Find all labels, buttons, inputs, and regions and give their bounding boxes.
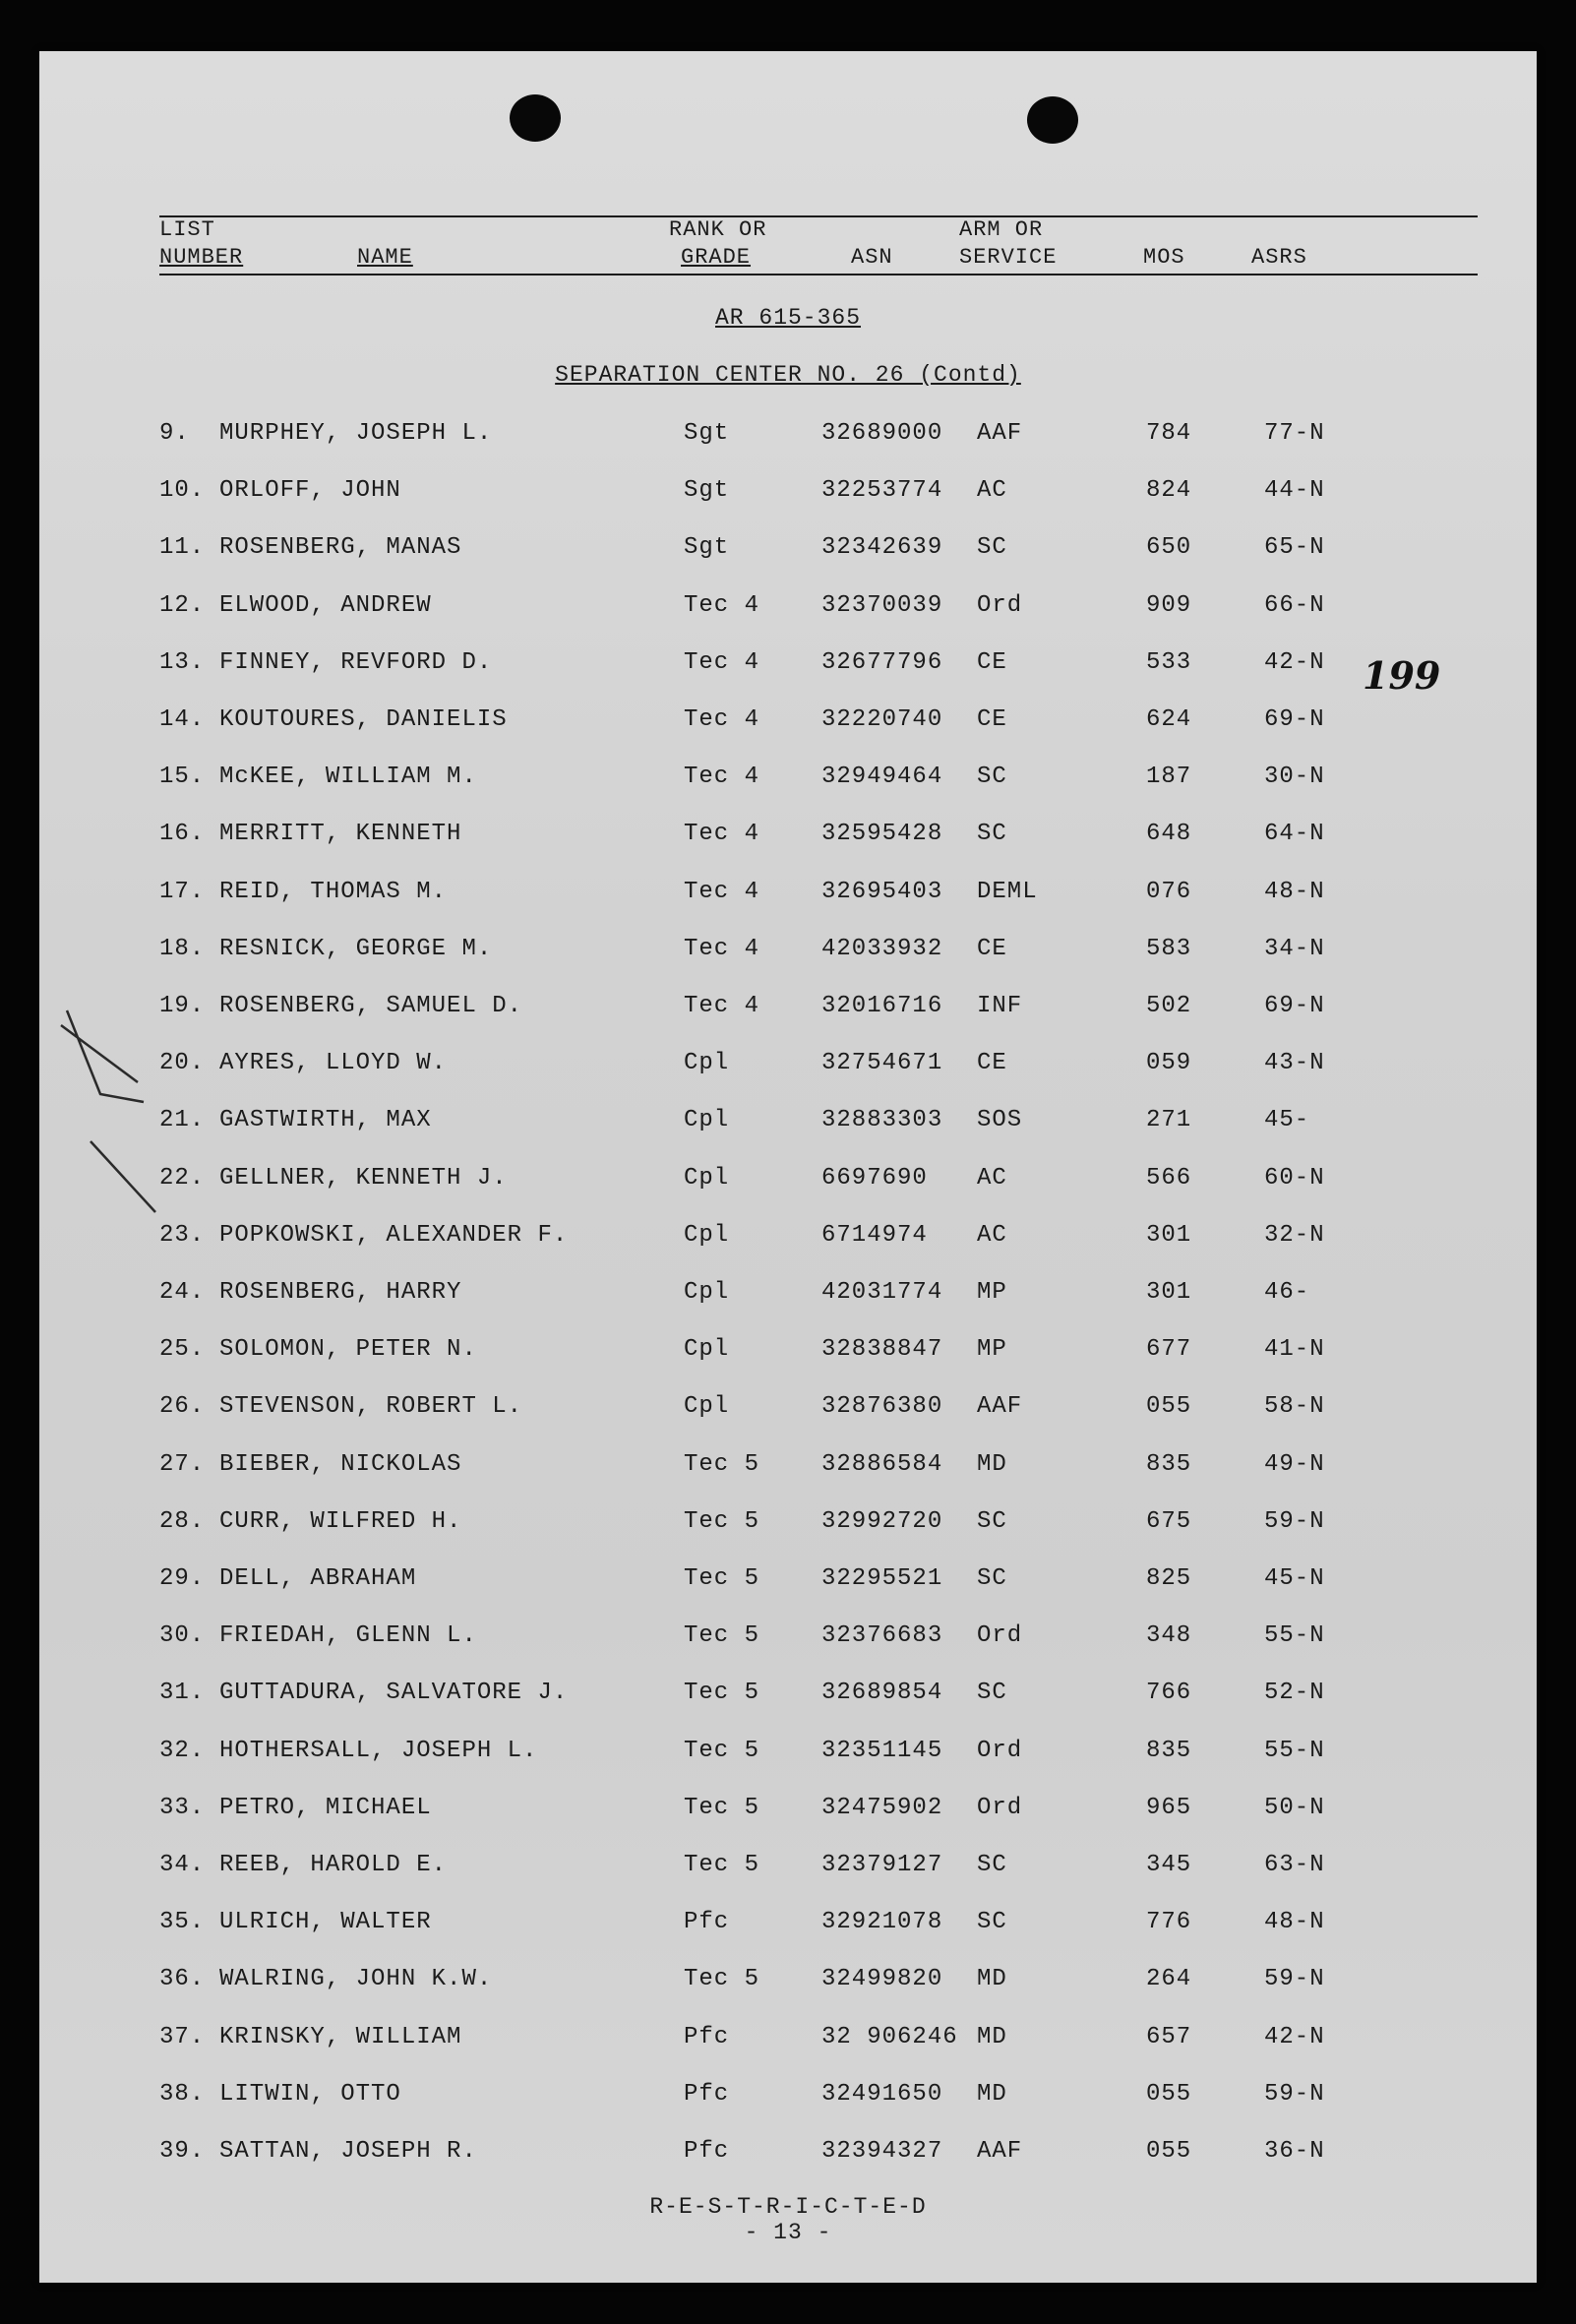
- row-rank: Tec 5: [684, 1966, 760, 1993]
- row-arm: SC: [977, 1909, 1007, 1936]
- row-name: ORLOFF, JOHN: [219, 477, 401, 505]
- row-number: 14.: [159, 706, 206, 733]
- row-arm: SC: [977, 821, 1007, 848]
- row-arm: MD: [977, 1450, 1007, 1478]
- row-rank: Tec 5: [684, 1565, 760, 1592]
- row-mos: 825: [1146, 1565, 1192, 1592]
- row-rank: Pfc: [684, 2080, 730, 2108]
- row-name: RESNICK, GEORGE M.: [219, 935, 493, 962]
- row-arm: MP: [977, 1336, 1007, 1364]
- row-asn: 32253774: [821, 477, 943, 505]
- row-number: 9.: [159, 420, 190, 447]
- row-number: 38.: [159, 2080, 206, 2108]
- row-rank: Cpl: [684, 1279, 730, 1306]
- row-rank: Tec 5: [684, 1680, 760, 1707]
- row-asrs: 41-N: [1264, 1336, 1325, 1364]
- row-mos: 055: [1146, 2138, 1192, 2165]
- row-asrs: 45-: [1264, 1107, 1310, 1134]
- row-arm: AAF: [977, 420, 1023, 447]
- section-title: SEPARATION CENTER NO. 26 (Contd): [555, 362, 1021, 388]
- row-name: SATTAN, JOSEPH R.: [219, 2138, 477, 2165]
- row-asrs: 42-N: [1264, 648, 1325, 676]
- row-asn: 32376683: [821, 1622, 943, 1650]
- footer-page-number: - 13 -: [744, 2220, 832, 2245]
- row-asn: 32838847: [821, 1336, 943, 1364]
- row-mos: 766: [1146, 1680, 1192, 1707]
- row-mos: 055: [1146, 2080, 1192, 2108]
- row-asrs: 64-N: [1264, 821, 1325, 848]
- row-mos: 533: [1146, 648, 1192, 676]
- row-number: 37.: [159, 2023, 206, 2050]
- row-number: 22.: [159, 1164, 206, 1192]
- row-asn: 32921078: [821, 1909, 943, 1936]
- row-name: MERRITT, KENNETH: [219, 821, 462, 848]
- col-header-list-line2: NUMBER: [159, 245, 244, 270]
- row-mos: 677: [1146, 1336, 1192, 1364]
- row-number: 33.: [159, 1794, 206, 1821]
- row-name: ROSENBERG, SAMUEL D.: [219, 993, 523, 1019]
- row-asn: 6697690: [821, 1164, 928, 1192]
- row-rank: Tec 5: [684, 1737, 760, 1764]
- row-number: 25.: [159, 1336, 206, 1364]
- row-name: FINNEY, REVFORD D.: [219, 648, 493, 676]
- row-asrs: 59-N: [1264, 1966, 1325, 1993]
- row-mos: 648: [1146, 821, 1192, 848]
- row-asn: 32689854: [821, 1680, 943, 1707]
- row-mos: 965: [1146, 1794, 1192, 1821]
- row-name: REID, THOMAS M.: [219, 878, 448, 905]
- row-name: STEVENSON, ROBERT L.: [219, 1393, 523, 1421]
- row-rank: Tec 5: [684, 1794, 760, 1821]
- row-asrs: 46-: [1264, 1279, 1310, 1306]
- row-mos: 835: [1146, 1450, 1192, 1478]
- row-mos: 583: [1146, 935, 1192, 962]
- row-mos: 345: [1146, 1852, 1192, 1878]
- row-mos: 059: [1146, 1050, 1192, 1077]
- row-asn: 32295521: [821, 1565, 943, 1592]
- row-number: 12.: [159, 591, 206, 619]
- row-asrs: 49-N: [1264, 1450, 1325, 1478]
- col-header-rank-line2: GRADE: [681, 245, 752, 270]
- row-number: 39.: [159, 2138, 206, 2165]
- row-name: SOLOMON, PETER N.: [219, 1336, 477, 1364]
- row-rank: Tec 5: [684, 1507, 760, 1535]
- row-asn: 42033932: [821, 935, 943, 962]
- row-asrs: 43-N: [1264, 1050, 1325, 1077]
- row-number: 20.: [159, 1050, 206, 1077]
- row-asrs: 48-N: [1264, 878, 1325, 905]
- row-arm: Ord: [977, 1794, 1023, 1821]
- row-asrs: 59-N: [1264, 2080, 1325, 2108]
- row-asn: 32370039: [821, 591, 943, 619]
- row-rank: Tec 4: [684, 764, 760, 791]
- row-asn: 32695403: [821, 878, 943, 905]
- row-rank: Tec 5: [684, 1852, 760, 1878]
- row-arm: Ord: [977, 1737, 1023, 1764]
- row-asrs: 77-N: [1264, 420, 1325, 447]
- row-number: 36.: [159, 1966, 206, 1993]
- row-arm: SC: [977, 1565, 1007, 1592]
- row-rank: Sgt: [684, 534, 730, 562]
- row-number: 17.: [159, 878, 206, 905]
- row-rank: Cpl: [684, 1393, 730, 1421]
- row-asn: 32886584: [821, 1450, 943, 1478]
- row-asn: 32016716: [821, 993, 943, 1019]
- row-mos: 187: [1146, 764, 1192, 791]
- row-rank: Tec 5: [684, 1622, 760, 1650]
- regulation-title: AR 615-365: [714, 305, 862, 331]
- row-name: PETRO, MICHAEL: [219, 1794, 432, 1821]
- row-number: 35.: [159, 1909, 206, 1936]
- row-mos: 624: [1146, 706, 1192, 733]
- row-mos: 264: [1146, 1966, 1192, 1993]
- row-number: 30.: [159, 1622, 206, 1650]
- row-arm: AAF: [977, 2138, 1023, 2165]
- row-asn: 32677796: [821, 648, 943, 676]
- row-name: ELWOOD, ANDREW: [219, 591, 432, 619]
- row-asrs: 55-N: [1264, 1737, 1325, 1764]
- row-arm: Ord: [977, 591, 1023, 619]
- row-asrs: 69-N: [1264, 706, 1325, 733]
- col-header-arm-line2: SERVICE: [959, 245, 1058, 270]
- row-asn: 32220740: [821, 706, 943, 733]
- row-arm: CE: [977, 648, 1007, 676]
- row-mos: 566: [1146, 1164, 1192, 1192]
- row-name: GUTTADURA, SALVATORE J.: [219, 1680, 569, 1707]
- row-arm: AC: [977, 1221, 1007, 1249]
- row-name: AYRES, LLOYD W.: [219, 1050, 448, 1077]
- row-asn: 32754671: [821, 1050, 943, 1077]
- row-name: GASTWIRTH, MAX: [219, 1107, 432, 1134]
- row-asn: 42031774: [821, 1279, 943, 1306]
- row-name: DELL, ABRAHAM: [219, 1565, 417, 1592]
- col-header-asn: ASN: [851, 245, 893, 270]
- row-asrs: 63-N: [1264, 1852, 1325, 1878]
- row-mos: 502: [1146, 993, 1192, 1019]
- row-rank: Tec 4: [684, 935, 760, 962]
- row-arm: MP: [977, 1279, 1007, 1306]
- row-name: POPKOWSKI, ALEXANDER F.: [219, 1221, 569, 1249]
- row-arm: AC: [977, 477, 1007, 505]
- row-number: 23.: [159, 1221, 206, 1249]
- row-asn: 32499820: [821, 1966, 943, 1993]
- row-mos: 271: [1146, 1107, 1192, 1134]
- footer-classification: R-E-S-T-R-I-C-T-E-D: [649, 2194, 927, 2220]
- row-number: 29.: [159, 1565, 206, 1592]
- row-rank: Tec 4: [684, 648, 760, 676]
- row-asn: 32876380: [821, 1393, 943, 1421]
- row-number: 28.: [159, 1507, 206, 1535]
- row-name: HOTHERSALL, JOSEPH L.: [219, 1737, 538, 1764]
- row-number: 11.: [159, 534, 206, 562]
- row-name: CURR, WILFRED H.: [219, 1507, 462, 1535]
- row-name: FRIEDAH, GLENN L.: [219, 1622, 477, 1650]
- row-asn: 32689000: [821, 420, 943, 447]
- row-asrs: 55-N: [1264, 1622, 1325, 1650]
- row-asn: 32595428: [821, 821, 943, 848]
- row-number: 27.: [159, 1450, 206, 1478]
- row-mos: 657: [1146, 2023, 1192, 2050]
- row-mos: 824: [1146, 477, 1192, 505]
- row-asrs: 45-N: [1264, 1565, 1325, 1592]
- row-name: LITWIN, OTTO: [219, 2080, 401, 2108]
- row-mos: 301: [1146, 1221, 1192, 1249]
- row-number: 18.: [159, 935, 206, 962]
- row-mos: 055: [1146, 1393, 1192, 1421]
- row-name: KOUTOURES, DANIELIS: [219, 706, 508, 733]
- row-rank: Sgt: [684, 477, 730, 505]
- row-number: 24.: [159, 1279, 206, 1306]
- row-rank: Pfc: [684, 2023, 730, 2050]
- row-asrs: 58-N: [1264, 1393, 1325, 1421]
- row-rank: Pfc: [684, 2138, 730, 2165]
- row-number: 10.: [159, 477, 206, 505]
- row-name: KRINSKY, WILLIAM: [219, 2023, 462, 2050]
- row-asn: 32992720: [821, 1507, 943, 1535]
- row-mos: 076: [1146, 878, 1192, 905]
- row-rank: Sgt: [684, 420, 730, 447]
- row-asrs: 69-N: [1264, 993, 1325, 1019]
- row-asn: 32351145: [821, 1737, 943, 1764]
- col-header-asrs: ASRS: [1251, 245, 1307, 270]
- row-mos: 776: [1146, 1909, 1192, 1936]
- row-asrs: 36-N: [1264, 2138, 1325, 2165]
- row-rank: Pfc: [684, 1909, 730, 1936]
- row-arm: AC: [977, 1164, 1007, 1192]
- row-asn: 32949464: [821, 764, 943, 791]
- row-name: McKEE, WILLIAM M.: [219, 764, 477, 791]
- row-asrs: 59-N: [1264, 1507, 1325, 1535]
- row-mos: 675: [1146, 1507, 1192, 1535]
- row-arm: CE: [977, 706, 1007, 733]
- row-number: 16.: [159, 821, 206, 848]
- col-header-list-line1: LIST: [159, 217, 215, 242]
- row-number: 31.: [159, 1680, 206, 1707]
- row-number: 34.: [159, 1852, 206, 1878]
- col-header-arm-line1: ARM OR: [959, 217, 1044, 242]
- row-name: WALRING, JOHN K.W.: [219, 1966, 493, 1993]
- row-asn: 6714974: [821, 1221, 928, 1249]
- row-arm: SC: [977, 1680, 1007, 1707]
- row-number: 13.: [159, 648, 206, 676]
- row-rank: Cpl: [684, 1336, 730, 1364]
- row-mos: 784: [1146, 420, 1192, 447]
- row-mos: 348: [1146, 1622, 1192, 1650]
- row-mos: 835: [1146, 1737, 1192, 1764]
- row-arm: SOS: [977, 1107, 1023, 1134]
- row-arm: SC: [977, 1852, 1007, 1878]
- row-asrs: 65-N: [1264, 534, 1325, 562]
- col-header-rank-line1: RANK OR: [669, 217, 767, 242]
- row-arm: SC: [977, 1507, 1007, 1535]
- page-stamp-number: 199: [1363, 653, 1441, 698]
- row-arm: Ord: [977, 1622, 1023, 1650]
- row-rank: Tec 4: [684, 591, 760, 619]
- row-asrs: 32-N: [1264, 1221, 1325, 1249]
- row-asrs: 48-N: [1264, 1909, 1325, 1936]
- row-arm: MD: [977, 2080, 1007, 2108]
- row-asrs: 42-N: [1264, 2023, 1325, 2050]
- row-asrs: 34-N: [1264, 935, 1325, 962]
- row-number: 19.: [159, 993, 206, 1019]
- row-asn: 32883303: [821, 1107, 943, 1134]
- pencil-check-marks: [39, 51, 1537, 2283]
- row-asrs: 52-N: [1264, 1680, 1325, 1707]
- row-rank: Tec 4: [684, 706, 760, 733]
- row-arm: DEML: [977, 878, 1038, 905]
- row-name: GELLNER, KENNETH J.: [219, 1164, 508, 1192]
- row-asn: 32342639: [821, 534, 943, 562]
- row-arm: CE: [977, 1050, 1007, 1077]
- row-arm: SC: [977, 534, 1007, 562]
- row-asn: 32475902: [821, 1794, 943, 1821]
- row-rank: Tec 4: [684, 878, 760, 905]
- row-number: 21.: [159, 1107, 206, 1134]
- row-asn: 32 906246: [821, 2023, 958, 2050]
- row-asrs: 44-N: [1264, 477, 1325, 505]
- col-header-name: NAME: [357, 245, 413, 270]
- row-name: ROSENBERG, MANAS: [219, 534, 462, 562]
- row-name: MURPHEY, JOSEPH L.: [219, 420, 493, 447]
- row-mos: 301: [1146, 1279, 1192, 1306]
- row-asrs: 66-N: [1264, 591, 1325, 619]
- row-rank: Cpl: [684, 1107, 730, 1134]
- row-name: REEB, HAROLD E.: [219, 1852, 448, 1878]
- col-header-mos: MOS: [1143, 245, 1185, 270]
- row-rank: Cpl: [684, 1221, 730, 1249]
- row-rank: Cpl: [684, 1050, 730, 1077]
- row-asrs: 50-N: [1264, 1794, 1325, 1821]
- row-rank: Cpl: [684, 1164, 730, 1192]
- row-arm: MD: [977, 2023, 1007, 2050]
- row-arm: CE: [977, 935, 1007, 962]
- row-number: 15.: [159, 764, 206, 791]
- row-rank: Tec 4: [684, 821, 760, 848]
- row-asrs: 60-N: [1264, 1164, 1325, 1192]
- row-asn: 32491650: [821, 2080, 943, 2108]
- document-page: [39, 51, 1537, 2283]
- row-number: 26.: [159, 1393, 206, 1421]
- row-arm: INF: [977, 993, 1023, 1019]
- row-rank: Tec 5: [684, 1450, 760, 1478]
- row-arm: MD: [977, 1966, 1007, 1993]
- row-mos: 650: [1146, 534, 1192, 562]
- row-arm: SC: [977, 764, 1007, 791]
- row-name: BIEBER, NICKOLAS: [219, 1450, 462, 1478]
- row-number: 32.: [159, 1737, 206, 1764]
- row-asn: 32379127: [821, 1852, 943, 1878]
- row-name: ULRICH, WALTER: [219, 1909, 432, 1936]
- row-name: ROSENBERG, HARRY: [219, 1279, 462, 1306]
- row-rank: Tec 4: [684, 993, 760, 1019]
- row-arm: AAF: [977, 1393, 1023, 1421]
- row-asrs: 30-N: [1264, 764, 1325, 791]
- row-asn: 32394327: [821, 2138, 943, 2165]
- row-mos: 909: [1146, 591, 1192, 619]
